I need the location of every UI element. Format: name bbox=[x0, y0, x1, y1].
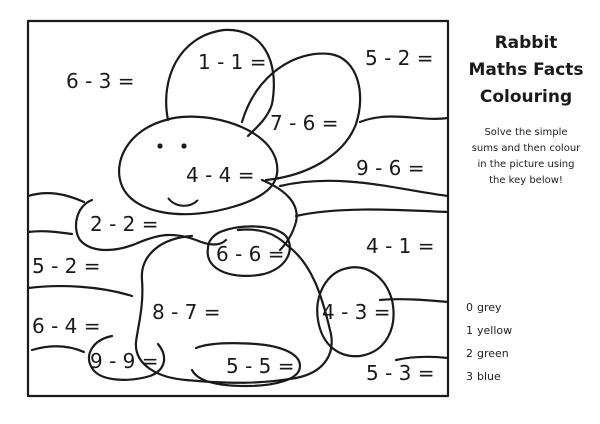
key-number: 0 bbox=[466, 301, 473, 314]
title-line: Maths Facts bbox=[468, 60, 584, 80]
key-item bbox=[466, 370, 512, 393]
sum-grass-left-upper: 5 - 2 = bbox=[32, 254, 101, 278]
sum-ear-left: 1 - 1 = bbox=[198, 50, 267, 74]
rabbit-smile bbox=[168, 198, 198, 206]
wave-line-5 bbox=[28, 231, 72, 234]
sum-paw-left: 2 - 2 = bbox=[90, 212, 159, 236]
key-colour: green bbox=[477, 347, 509, 360]
rabbit-eye bbox=[157, 143, 162, 148]
rabbit-eye bbox=[181, 143, 186, 148]
page-title bbox=[452, 30, 600, 111]
instructions bbox=[458, 125, 594, 189]
wave-line-4 bbox=[28, 193, 84, 202]
sum-head: 4 - 4 = bbox=[186, 163, 255, 187]
title-line: Colouring bbox=[479, 87, 573, 107]
key-number: 3 bbox=[466, 370, 473, 383]
instruction-line: Solve the simple bbox=[484, 127, 568, 138]
key-number: 2 bbox=[466, 347, 473, 360]
sum-ear-right: 7 - 6 = bbox=[270, 111, 339, 135]
sum-sky-top-left: 6 - 3 = bbox=[66, 69, 135, 93]
wave-line-2 bbox=[280, 181, 448, 196]
sum-foot-left: 9 - 9 = bbox=[90, 349, 159, 373]
sum-sky-top-right: 5 - 2 = bbox=[365, 46, 434, 70]
instruction-line: in the picture using bbox=[477, 159, 575, 170]
sum-grass-right-lower: 5 - 3 = bbox=[366, 361, 435, 385]
key-item bbox=[466, 324, 512, 347]
colour-key bbox=[466, 301, 512, 393]
key-colour: yellow bbox=[477, 324, 513, 337]
key-number: 1 bbox=[466, 324, 473, 337]
wave-line-9 bbox=[396, 357, 448, 360]
key-colour: grey bbox=[477, 301, 502, 314]
wave-line-3 bbox=[296, 210, 448, 217]
title-line: Rabbit bbox=[494, 33, 558, 53]
sum-tail: 4 - 3 = bbox=[322, 300, 391, 324]
sum-grass-right-upper: 4 - 1 = bbox=[366, 234, 435, 258]
sum-body-upper: 6 - 6 = bbox=[216, 242, 285, 266]
wave-line-7 bbox=[32, 346, 84, 352]
wave-line-6 bbox=[28, 286, 132, 296]
key-colour: blue bbox=[477, 370, 501, 383]
instruction-line: the key below! bbox=[489, 175, 563, 186]
instruction-line: sums and then colour bbox=[471, 143, 581, 154]
sum-grass-left-lower: 6 - 4 = bbox=[32, 314, 101, 338]
key-item bbox=[466, 301, 512, 324]
key-item bbox=[466, 347, 512, 370]
sum-foot-right: 5 - 5 = bbox=[226, 354, 295, 378]
wave-line-1 bbox=[360, 117, 448, 122]
sum-body-lower: 8 - 7 = bbox=[152, 300, 221, 324]
sum-sky-right: 9 - 6 = bbox=[356, 156, 425, 180]
